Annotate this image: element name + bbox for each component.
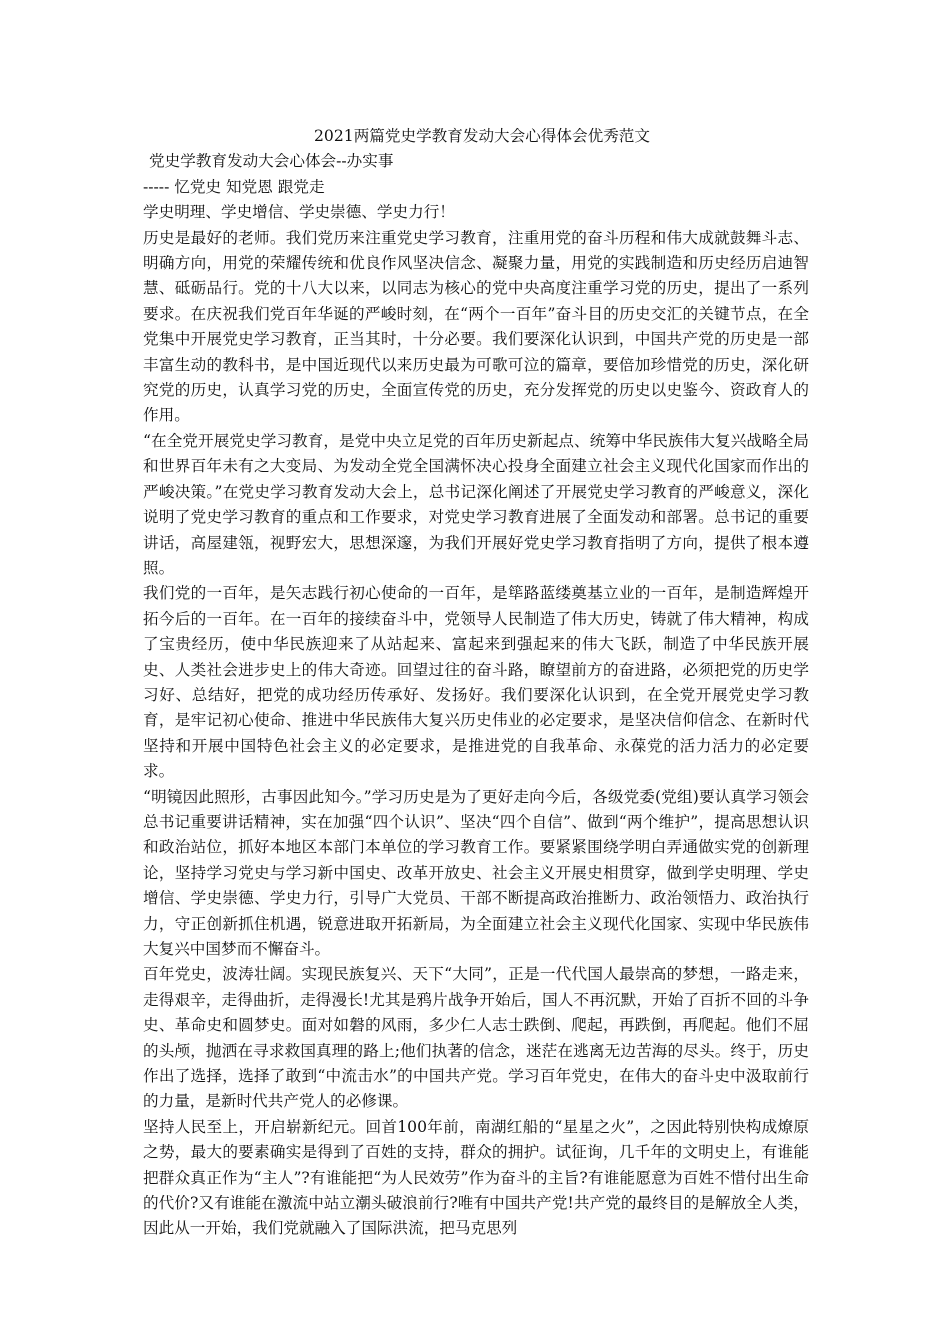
paragraph: 坚持人民至上，开启崭新纪元。回首100年前，南湖红船的“星星之火”，之因此特别快构成燎原之势，最大的要素确实是得到了百姓的支持，群众的拥护。试征询，几千年的文明史上，有谁能把群众真正作为“主人”?有谁能把“为人民效劳”作为奋斗的主旨?有谁能愿意为百姓不惜付出生命的代价?又有谁能在激流中站立潮头破浪前行?唯有中国共产党!共产党的最终目的是解放全人类，因此从一开始，我们党就融入了国际洪流，把马克思列 — [143, 1117, 809, 1238]
document-tagline: ----- 忆党史 知党恩 跟党走 — [143, 177, 325, 196]
document-title: 2021两篇党史学教育发动大会心得体会优秀范文 — [314, 127, 650, 145]
paragraph: 百年党史，波涛壮阔。实现民族复兴、天下“大同”，正是一代代国人最崇高的梦想，一路走来，走得艰辛，走得曲折，走得漫长!尤其是鸦片战争开始后，国人不再沉默，开始了百折不回的斗争史、革命史和圆梦史。面对如磐的风雨，多少仁人志士跌倒、爬起，再跌倒，再爬起。他们不屈的头颅，抛洒在寻求救国真理的路上;他们执著的信念，迷茫在逃离无边苦海的尽头。终于，历史作出了选择，选择了敢到“中流击水”的中国共产党。学习百年党史，在伟大的奋斗史中汲取前行的力量，是新时代共产党人的必修课。 — [143, 965, 809, 1111]
paragraph: “明镜因此照形，古事因此知今。”学习历史是为了更好走向今后，各级党委(党组)要认真学习领会总书记重要讲话精神，实在加强“四个认识”、坚决“四个自信”、做到“两个维护”，提高思想认识和政治站位，抓好本地区本部门本单位的学习教育工作。要紧紧围绕学明白弄通做实党的创新理论，坚持学习党史与学习新中国史、改革开放史、社会主义开展史相贯穿，做到学史明理、学史增信、学史崇德、学史力行，引导广大党员、干部不断提高政治推断力、政治领悟力、政治执行力，守正创新抓住机遇，锐意进取开拓新局，为全面建立社会主义现代化国家、实现中华民族伟大复兴中国梦而不懈奋斗。 — [143, 787, 809, 958]
paragraph: 我们党的一百年，是矢志践行初心使命的一百年，是筚路蓝缕奠基立业的一百年，是制造辉煌开拓今后的一百年。在一百年的接续奋斗中，党领导人民制造了伟大历史，铸就了伟大精神，构成了宝贵经历，使中华民族迎来了从站起来、富起来到强起来的伟大飞跃，制造了中华民族开展史、人类社会进步史上的伟大奇迹。回望过往的奋斗路，瞭望前方的奋进路，必须把党的历史学习好、总结好，把党的成功经历传承好、发扬好。我们要深化认识到，在全党开展党史学习教育，是牢记初心使命、推进中华民族伟大复兴历史伟业的必定要求，是坚决信仰信念、在新时代坚持和开展中国特色社会主义的必定要求，是推进党的自我革命、永葆党的活力活力的必定要求。 — [143, 584, 809, 781]
document-subtitle: 党史学教育发动大会心体会--办实事 — [149, 152, 394, 171]
paragraph: 历史是最好的老师。我们党历来注重党史学习教育，注重用党的奋斗历程和伟大成就鼓舞斗志、明确方向，用党的荣耀传统和优良作风坚决信念、凝聚力量，用党的实践制造和历史经历启迪智慧、砥砺品行。党的十八大以来，以同志为核心的党中央高度注重学习党的历史，提出了一系列要求。在庆祝我们党百年华诞的严峻时刻，在“两个一百年”奋斗目的历史交汇的关键节点，在全党集中开展党史学习教育，正当其时，十分必要。我们要深化认识到，中国共产党的历史是一部丰富生动的教科书，是中国近现代以来历史最为可歌可泣的篇章，要倍加珍惜党的历史，深化研究党的历史，认真学习党的历史，全面宣传党的历史，充分发挥党的历史以史鉴今、资政育人的作用。 — [143, 228, 809, 425]
document-page — [143, 124, 809, 1242]
paragraph: “在全党开展党史学习教育，是党中央立足党的百年历史新起点、统筹中华民族伟大复兴战略全局和世界百年未有之大变局、为发动全党全国满怀决心投身全面建立社会主义现代化国家而作出的严峻决策。”在党史学习教育发动大会上，总书记深化阐述了开展党史学习教育的严峻意义，深化说明了党史学习教育的重点和工作要求，对党史学习教育进展了全面发动和部署。总书记的重要讲话，高屋建瓴，视野宏大，思想深邃，为我们开展好党史学习教育指明了方向，提供了根本遵照。 — [143, 431, 809, 577]
document-slogan: 学史明理、学史增信、学史崇德、学史力行！ — [143, 203, 455, 222]
